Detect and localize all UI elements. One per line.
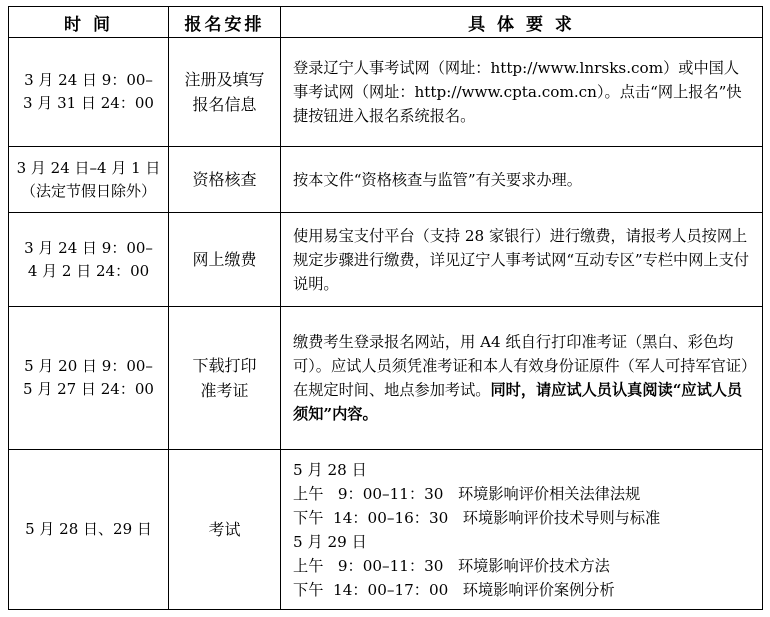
time-cell bbox=[9, 38, 169, 147]
arrangement-line: 注册及填写 bbox=[184, 70, 265, 89]
time-line: 3 月 24 日 9：00– bbox=[24, 71, 153, 89]
time-cell bbox=[9, 450, 169, 610]
header-time: 时 间 bbox=[9, 7, 169, 38]
table-row bbox=[9, 213, 763, 307]
arrangement-cell bbox=[169, 307, 281, 450]
requirement-bold-text: 同时，请应试人员认真阅读“应试人员须知”内容。 bbox=[293, 381, 743, 423]
time-line: 5 月 27 日 24：00 bbox=[23, 380, 154, 398]
arrangement-cell bbox=[169, 147, 281, 213]
time-line: 3 月 24 日–4 月 1 日 bbox=[16, 158, 161, 177]
exam-schedule-table bbox=[8, 6, 763, 610]
time-line: （法定节假日除外） bbox=[20, 181, 156, 200]
requirement-text: 按本文件“资格核查与监管”有关要求办理。 bbox=[293, 170, 582, 189]
arrangement-line: 网上缴费 bbox=[192, 250, 257, 269]
arrangement-line: 下载打印 bbox=[192, 356, 257, 375]
header-arrangement: 报名安排 bbox=[169, 7, 281, 38]
table-row bbox=[9, 450, 763, 610]
schedule-line: 5 月 28 日 bbox=[293, 460, 367, 479]
arrangement-cell bbox=[169, 38, 281, 147]
arrangement-line: 准考证 bbox=[200, 381, 249, 400]
requirement-text: 登录辽宁人事考试网（网址：http://www.lnrsks.com）或中国人事考试网（网址：http://www.cpta.com.cn）。点击“网上报名”快捷按钮进入报名系统报名。 bbox=[293, 59, 742, 125]
time-line: 3 月 24 日 9：00– bbox=[24, 238, 153, 257]
header-requirement: 具 体 要 求 bbox=[281, 7, 763, 38]
requirement-cell bbox=[281, 147, 763, 213]
schedule-line: 5 月 29 日 bbox=[293, 532, 367, 551]
requirement-text: 使用易宝支付平台（支持 28 家银行）进行缴费，请报考人员按网上规定步骤进行缴费，详见辽宁人事考试网“互动专区”专栏中网上支付说明。 bbox=[293, 226, 749, 293]
arrangement-line: 资格核查 bbox=[192, 170, 257, 189]
requirement-text: 缴费考生登录报名网站，用 A4 纸自行打印准考证（黑白、彩色均可）。应试人员须凭准考证和本人有效身份证原件（军人可持军官证）在规定时间、地点参加考试。 bbox=[293, 333, 749, 399]
requirement-cell bbox=[281, 38, 763, 147]
schedule-line: 上午 9：00–11：30 环境影响评价相关法律法规 bbox=[293, 484, 641, 503]
time-cell bbox=[9, 307, 169, 450]
time-line: 3 月 31 日 24：00 bbox=[23, 94, 154, 112]
time-line: 5 月 20 日 9：00– bbox=[24, 357, 153, 375]
schedule-line: 上午 9：00–11：30 环境影响评价技术方法 bbox=[293, 556, 610, 575]
requirement-cell bbox=[281, 307, 763, 450]
arrangement-cell bbox=[169, 213, 281, 307]
arrangement-cell bbox=[169, 450, 281, 610]
table-row bbox=[9, 38, 763, 147]
arrangement-line: 报名信息 bbox=[192, 95, 257, 114]
time-line: 5 月 28 日、29 日 bbox=[25, 520, 152, 538]
table-row bbox=[9, 147, 763, 213]
schedule-line: 下午 14：00–16：30 环境影响评价技术导则与标准 bbox=[293, 508, 661, 527]
time-cell bbox=[9, 147, 169, 213]
requirement-cell bbox=[281, 213, 763, 307]
time-cell bbox=[9, 213, 169, 307]
table-row bbox=[9, 307, 763, 450]
table-header-row bbox=[9, 7, 763, 38]
schedule-cell bbox=[281, 450, 763, 610]
time-line: 4 月 2 日 24：00 bbox=[27, 261, 150, 280]
schedule-line: 下午 14：00–17：00 环境影响评价案例分析 bbox=[293, 580, 615, 599]
arrangement-line: 考试 bbox=[208, 520, 241, 539]
